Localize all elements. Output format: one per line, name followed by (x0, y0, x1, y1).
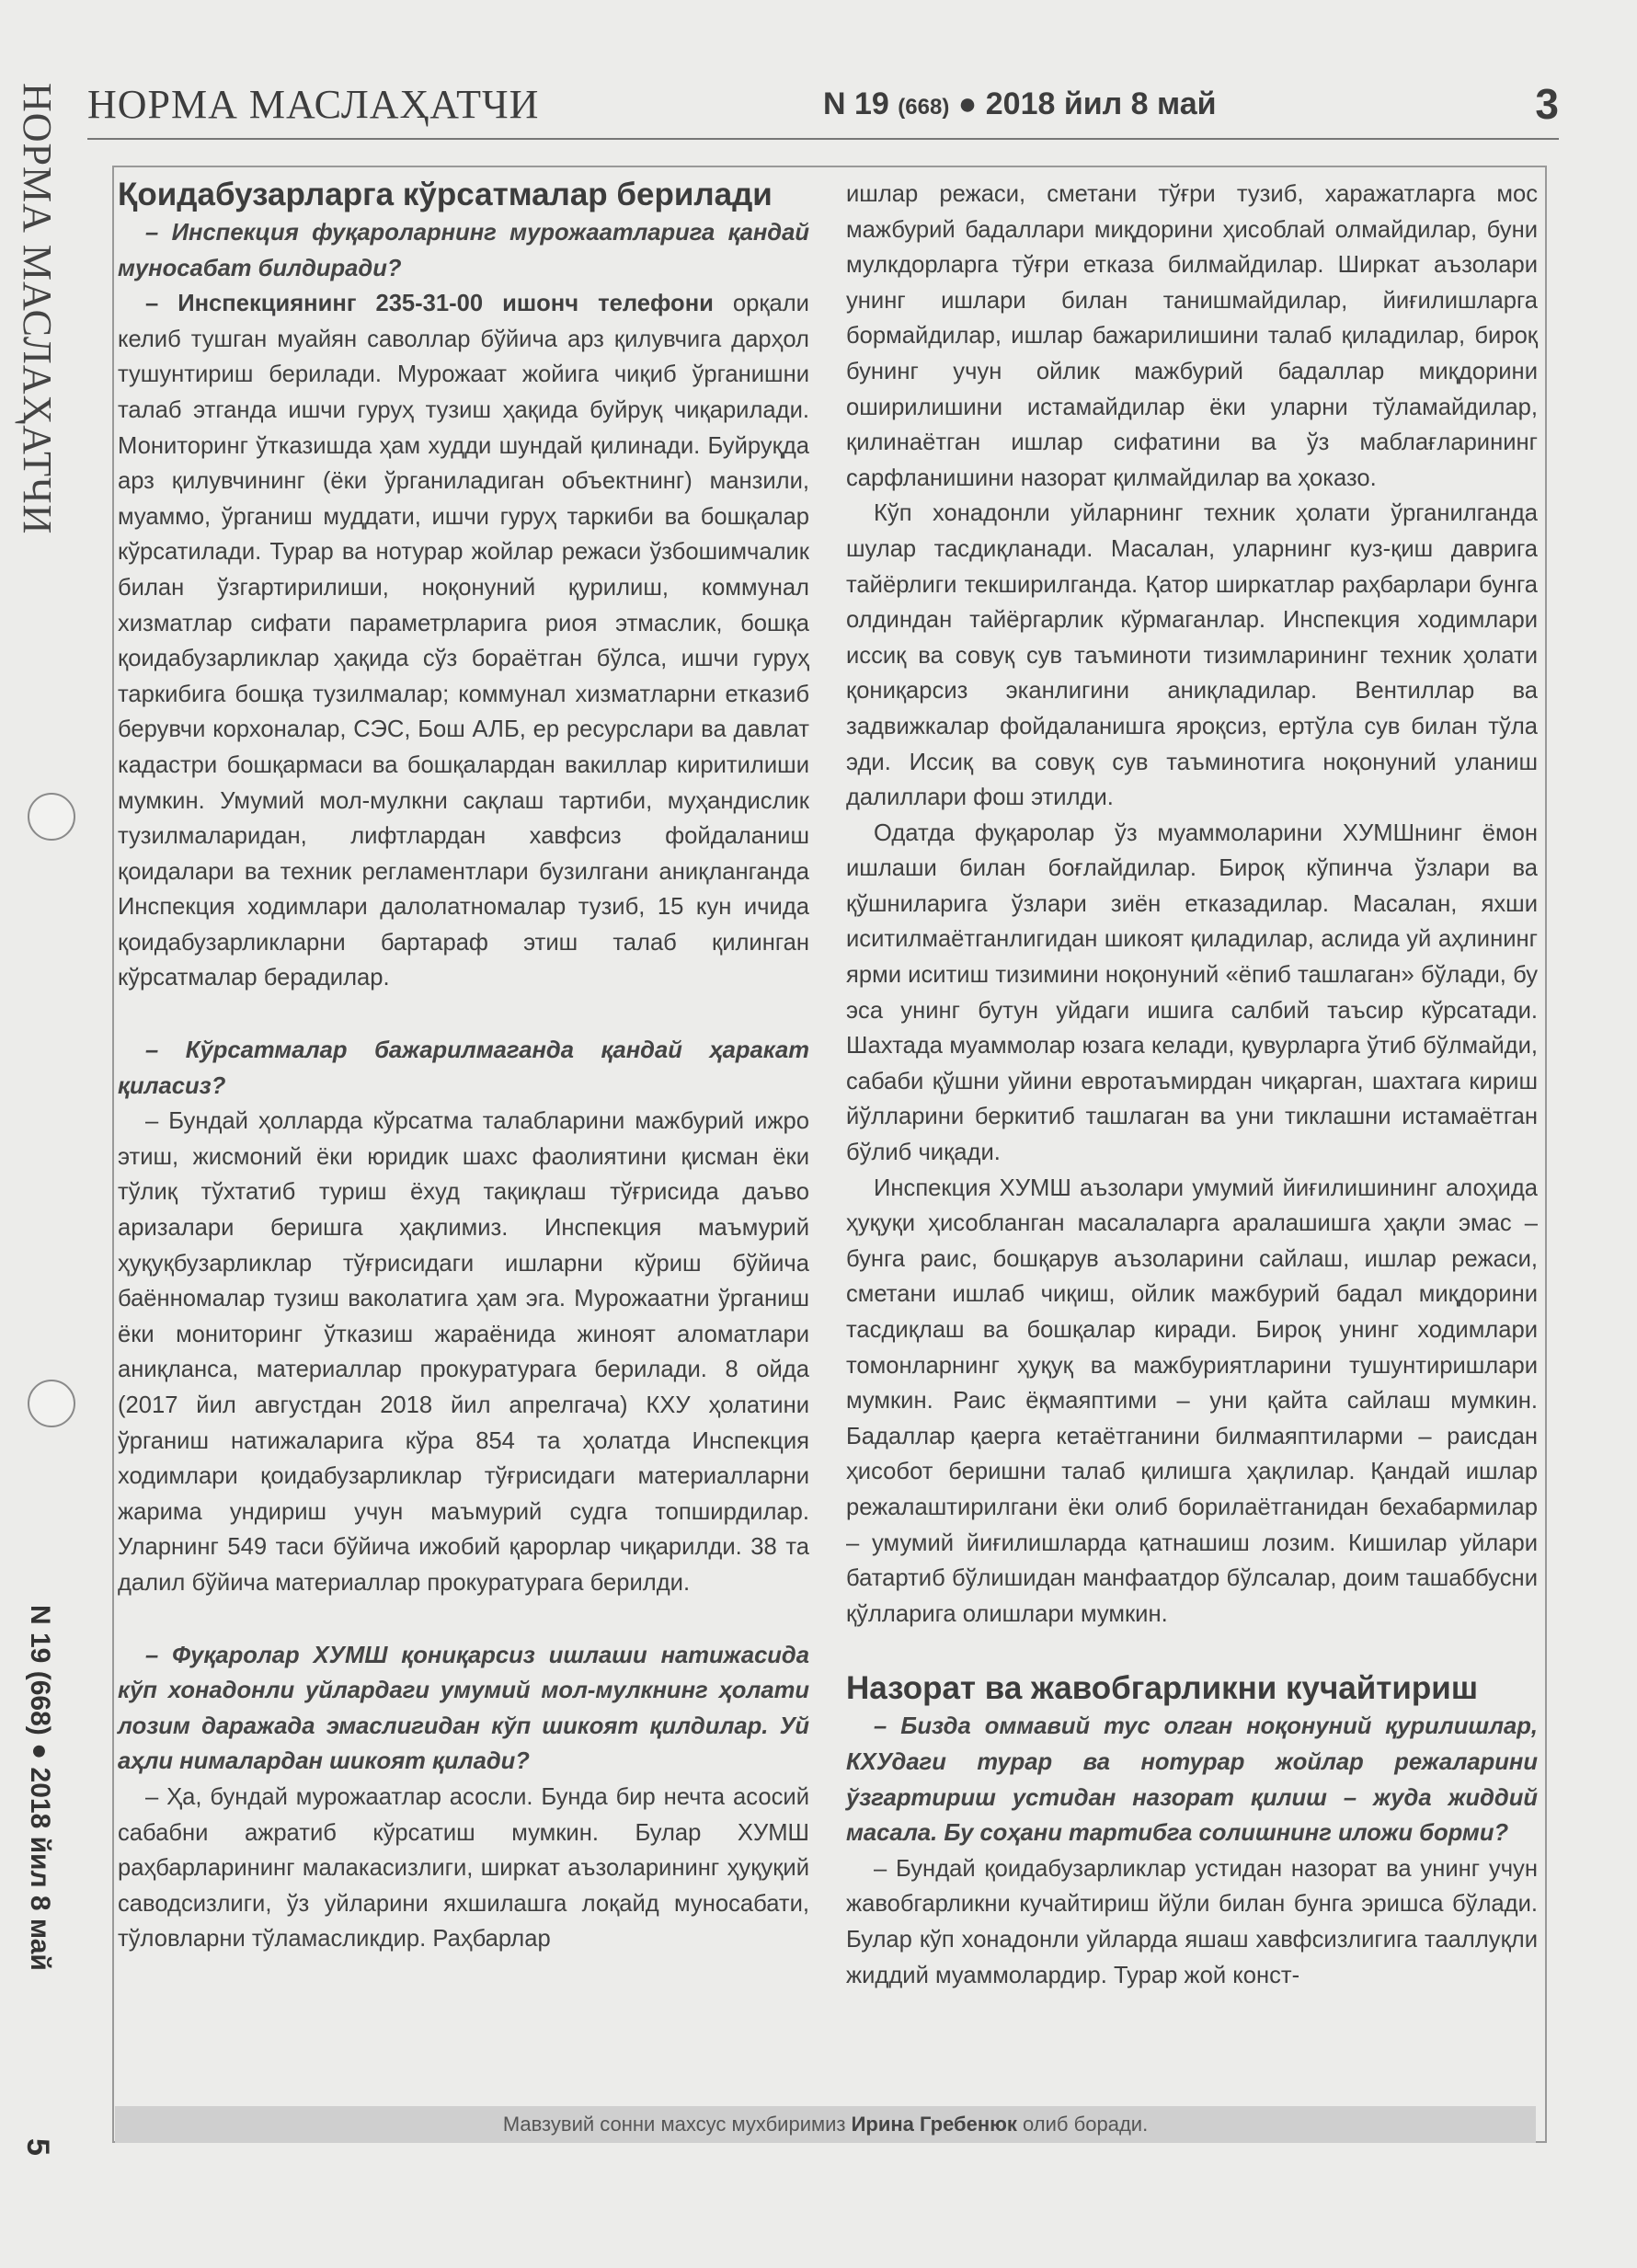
author-footer (115, 2106, 1536, 2143)
issue-sub: (668) (898, 95, 950, 120)
answer-4: – Бундай қоидабузарликлар устидан назорат ва унинг учун жавобгарликни кучайтириш йўли билан бунга эришса бўлади. Булар кўп хонадонли уйларда яшаш хавфсизлигига тааллуқли жиддий муаммолардир. Турар жой конст- (846, 1855, 1538, 1988)
right-paragraph-1: ишлар режаси, сметани тўғри тузиб, харажатларга мос мажбурий бадаллари миқдорини ҳисоблай олмайдилар, буни мулкдорларга тўғри етказа билмайдилар. Ширкат аъзолари унинг ишлари билан танишмайдилар, йиғилишларга бормайдилар, ишлар бажарилишини талаб қиладилар, бироқ бунинг учун ойлик мажбурий бадаллар миқдорини оширилишини истамайдилар ёки уларни тўламайдилар, қилинаётган ишлар сифатини ва ўз маблағларининг сарфланишини назорат қилмайдилар ва ҳоказо. (846, 181, 1538, 491)
answer-1 (118, 286, 809, 996)
margin-brand: НОРМА МАСЛАҲАТЧИ (15, 83, 60, 535)
margin-page-number: 5 (20, 2138, 55, 2156)
article-title: Қоидабузарларга кўрсатмалар берилади (118, 177, 773, 212)
page-number: 3 (1535, 80, 1559, 128)
question-4: – Бизда оммавий тус олган ноқонуний қурилишлар, КХУдаги турар ва нотурар жойлар режаларини ўзгартириш устидан назорат қилиш – жуда жиддий масала. Бу соҳани тартибга солишнинг иложи борми? (846, 1713, 1538, 1847)
answer-1-lead: – Инспекциянинг 235-31-00 ишонч телефони (145, 291, 714, 317)
footer-text-before: Мавзувий сонни махсус мухбиримиз (502, 2113, 852, 2136)
section-title: Назорат ва жавобгарликни кучайтириш (846, 1670, 1478, 1707)
question-1: – Инспекция фуқароларнинг мурожаатларига қандай муносабат билдиради? (118, 220, 809, 281)
question-3: – Фуқаролар ХУМШ қониқарсиз ишлаши натижасида кўп хонадонли уйлардаги умумий мол-мулкнинг ҳолати лозим даражада эмаслигидан кўп шикоят қилдилар. Уй аҳли нималардан шикоят қилади? (118, 1642, 809, 1775)
margin-strip (0, 0, 66, 2268)
issue-number: N 19 (823, 86, 889, 121)
binder-hole-bottom (28, 1380, 75, 1427)
header-rule (87, 138, 1559, 140)
newspaper-logo: НОРМА МАСЛАҲАТЧИ (87, 82, 540, 127)
margin-issue: N 19 (668) ● 2018 йил 8 май (25, 1605, 55, 1971)
page-header (87, 72, 1559, 136)
footer-author: Ирина Гребенюк (851, 2113, 1017, 2136)
binder-hole-top (28, 793, 75, 841)
answer-2: – Бундай ҳолларда кўрсатма талабларини мажбурий ижро этиш, жисмоний ёки юридик шахс фаолиятини қисман ёки тўлиқ тўхтатиб туриш ёхуд тақиқлаш тўғрисида даъво аризалари беришга ҳақлимиз. Инспекция маъмурий ҳуқуқбузарликлар тўғрисидаги ишларни кўриш бўйича баённомалар тузиш ваколатига ҳам эга. Мурожаатни ўрганиш ёки мониторинг ўтказиш жараёнида жиноят аломатлари аниқланса, материаллар прокуратурага берилади. 8 ойда (2017 йил августдан 2018 йил апрелгача) КХУ ҳолатини ўрганиш натижаларига кўра 854 та ҳолатда Инспекция ходимлари қоидабузарликлар тўғрисидаги материалларни жарима ундириш учун маъмурий судга топширдилар. Уларнинг 549 таси бўйича ижобий қарорлар чиқарилди. 38 та далил бўйича материаллар прокуратурага берилди. (118, 1108, 809, 1596)
answer-3: – Ҳа, бундай мурожаатлар асосли. Бунда бир нечта асосий сабабни ажратиб кўрсатиш мумкин. Булар ХУМШ раҳбарларининг малакасизлиги, ширкат аъзоларининг ҳуқуқий саводсизлиги, ўз уйларини яхшилашга лоқайд муносабати, тўловларни тўламасликдир. Раҳбарлар (118, 1783, 809, 1953)
right-column (846, 177, 1538, 1993)
right-paragraph-4: Инспекция ХУМШ аъзолари умумий йиғилишининг алоҳида ҳуқуқи ҳисобланган масалаларга аралашишга ҳақли эмас – бунга раис, бошқарув аъзоларини сайлаш, ишлар режаси, сметани ишлаб чиқиш, ойлик мажбурий бадал миқдорини тасдиқлаш ва бошқалар киради. Бироқ унинг ходимлари томонларнинг ҳуқуқ ва мажбуриятларини тушунтиришлари мумкин. Раис ёқмаяптими – уни қайта сайлаш мумкин. Бадаллар қаерга кетаётганини билмаяптиларми – раисдан ҳисобот беришни талаб қилишга ҳақлилар. Қандай ишлар режалаштирилгани ёки олиб борилаётганидан бехабармилар – умумий йиғилишларда қатнашиш лозим. Кишилар уйлари батартиб бўлишидан манфаатдор бўлсалар, доим ташаббусни қўлларига олишлари мумкин. (846, 1174, 1538, 1627)
right-paragraph-3: Одатда фуқаролар ўз муаммоларини ХУМШнинг ёмон ишлаши билан боғлайдилар. Бироқ кўпинча ўзлари ва қўшниларига ўзлари зиён етказадилар. Масалан, яхши иситилмаётганлигидан шикоят қиладилар, аслида уй аҳлининг ярми иситиш тизимини ноқонуний «ёпиб ташлаган» бўлади, бу эса унинг бутун уйдаги ишига салбий таъсир кўрсатади. Шахтада муаммолар юзага келади, қувурларга ўтиб бўлмайди, сабаби қўшни уйини евротаъмирдан чиқарган, шахтага кириш йўлларини беркитиб ташлаган ва уни тиклашни истамаётган бўлиб чиқади. (846, 819, 1538, 1166)
question-2: – Кўрсатмалар бажарилмаганда қандай ҳаракат қиласиз? (118, 1037, 809, 1099)
answer-1-text: орқали келиб тушган муайян саволлар бўйича арз қилувчига дарҳол тушунтириш берилади. Мурожаат жойига чиқиб ўрганишни талаб этганда ишчи гуруҳ тузиш ҳақида буйруқ чиқарилади. Мониторинг ўтказишда ҳам худди шундай қилинади. Буйруқда арз қилувчининг (ёки ўрганиладиган объектнинг) манзили, муаммо, ўрганиш муддати, ишчи гуруҳ таркиби ва бошқалар кўрсатилади. Турар ва нотурар жойлар режаси ўзбошимчалик билан ўзгартирилиши, ноқонуний қурилиш, коммунал хизматлар сифати параметрларига риоя этмаслик, бошқа қоидабузарликлар ҳақида сўз бораётган бўлса, ишчи гуруҳ таркибига бошқа тузилмалар; коммунал хизматларни етказиб берувчи корхоналар, СЭС, Бош АЛБ, ер ресурслари ва давлат кадастри бошқармаси ва бошқалардан вакиллар киритилиши мумкин. Умумий мол-мулкни сақлаш тартиби, муҳандислик тузилмаларидан, лифтлардан хавфсиз фойдаланиш қоидалари ва техник регламентлари бузилгани аниқланганда Инспекция ходимлари далолатномалар тузиб, 15 кун ичида қоидабузарликларни бартараф этиш талаб қилинган кўрсатмалар берадилар. (118, 291, 809, 991)
left-column (118, 175, 809, 1957)
issue-info (823, 86, 1217, 122)
issue-date: ● 2018 йил 8 май (957, 86, 1217, 121)
footer-text-after: олиб боради. (1016, 2113, 1149, 2136)
right-paragraph-2: Кўп хонадонли уйларнинг техник ҳолати ўрганилганда шулар тасдиқланади. Масалан, уларнинг куз-қиш даврига тайёрлиги текширилганда. Қатор ширкатлар раҳбарлари бунга олдиндан тайёргарлик кўрмаганлар. Инспекция ходимлари иссиқ ва совуқ сув таъминоти тизимларининг техник ҳолати қониқарсиз эканлигини аниқладилар. Вентиллар ва задвижкалар фойдаланишга яроқсиз, ертўла сув билан тўла эди. Иссиқ ва совуқ сув таъминотига ноқонуний уланиш далиллари фош этилди. (846, 500, 1538, 811)
